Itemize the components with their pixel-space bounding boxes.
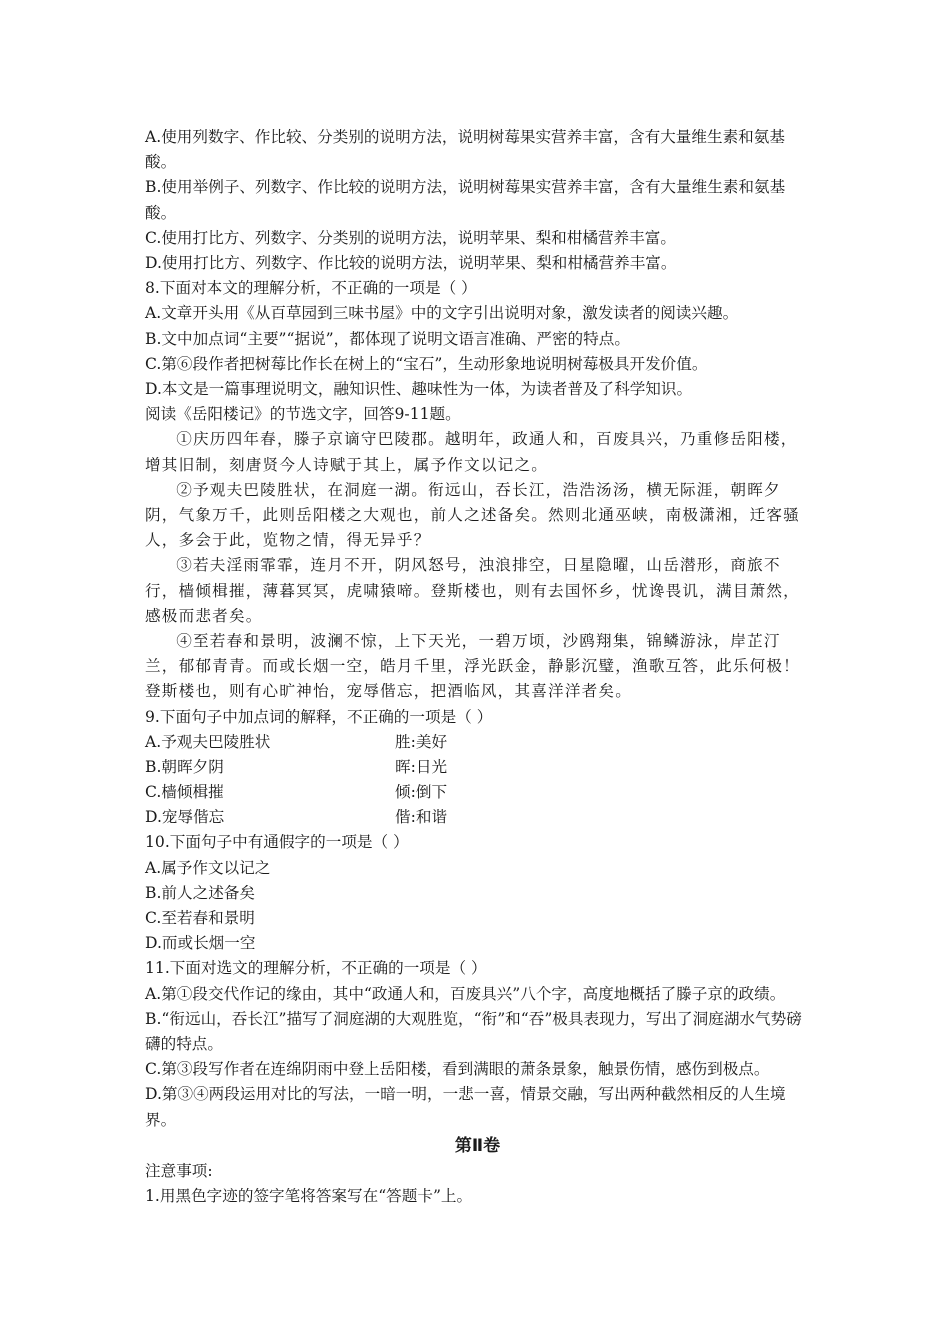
q9-option-gloss: 胜:美好	[395, 732, 448, 751]
q8-option-c: C.第⑥段作者把树莓比作长在树上的“宝石”，生动形象地说明树莓极具开发价值。	[145, 354, 708, 373]
q8-option-a: A.文章开头用《从百草园到三味书屋》中的文字引出说明对象，激发读者的阅读兴趣。	[145, 304, 739, 323]
q8-option-d: D.本文是一篇事理说明文，融知识性、趣味性为一体，为读者普及了科学知识。	[145, 379, 693, 398]
q11-option-d: D.第③④两段运用对比的写法，一暗一明，一悲一喜，情景交融，写出两种截然相反的人生境界。	[145, 1085, 786, 1129]
passage-paragraph: ②予观夫巴陵胜状，在洞庭一湖。衔远山，吞长江，浩浩汤汤，横无际涯，朝晖夕阴，气象万千，此则岳阳楼之大观也，前人之述备矣。然则北通巫峡，南极潇湘，迁客骚人，多会于此，览物之情，得无异乎？	[145, 480, 800, 550]
q7-option-d: D.使用打比方、列数字、作比较的说明方法，说明苹果、梨和柑橘营养丰富。	[145, 254, 677, 272]
q9-option-sentence: C.樯倾楫摧	[145, 783, 224, 802]
passage-paragraph: ④至若春和景明，波澜不惊，上下天光，一碧万顷，沙鸥翔集，锦鳞游泳，岸芷汀兰，郁郁青青。而或长烟一空，皓月千里，浮光跃金，静影沉璧，渔歌互答，此乐何极！登斯楼也，则有心旷神怡，宠辱偕忘，把酒临风，其喜洋洋者矣。	[145, 631, 800, 701]
q7-options	[145, 125, 810, 276]
notice-item: 1.用黑色字迹的签字笔将答案写在“答题卡”上。	[145, 1187, 473, 1206]
q10-option-b: B.前人之述备矣	[145, 883, 255, 902]
q8-stem: 8.下面对本文的理解分析，不正确的一项是（ ）	[145, 279, 477, 298]
q9-option-d	[145, 805, 810, 830]
q9-stem: 9.下面句子中加点词的解释，不正确的一项是（ ）	[145, 707, 493, 726]
passage-paragraph: ①庆历四年春，滕子京谪守巴陵郡。越明年，政通人和，百废具兴，乃重修岳阳楼，增其旧制，刻唐贤今人诗赋于其上，属予作文以记之。	[145, 430, 798, 474]
q9-option-c	[145, 780, 810, 805]
q10-option-c: C.至若春和景明	[145, 909, 255, 928]
q9-option-gloss: 倾:倒下	[395, 783, 448, 802]
question-8	[145, 276, 810, 402]
reading-intro: 阅读《岳阳楼记》的节选文字，回答9-11题。	[145, 405, 461, 424]
q7-option-a: A.使用列数字、作比较、分类别的说明方法，说明树莓果实营养丰富，含有大量维生素和氨基酸。	[145, 128, 785, 172]
passage-paragraph: ③若夫淫雨霏霏，连月不开，阴风怒号，浊浪排空，日星隐曜，山岳潜形，商旅不行，樯倾楫摧，薄暮冥冥，虎啸猿啼。登斯楼也，则有去国怀乡，忧谗畏讥，满目萧然，感极而悲者矣。	[145, 556, 800, 625]
q11-option-b: B.“衔远山，吞长江”描写了洞庭湖的大观胜览，“衔”和“吞”极具表现力，写出了洞庭湖水气势磅礴的特点。	[145, 1009, 802, 1054]
notice-heading: 注意事项:	[145, 1162, 213, 1181]
q9-option-gloss: 偕:和谐	[395, 808, 448, 827]
q9-option-a	[145, 730, 810, 755]
q8-option-b: B.文中加点词“主要”“据说”，都体现了说明文语言准确、严密的特点。	[145, 329, 630, 348]
q11-option-a: A.第①段交代作记的缘由，其中“政通人和，百废具兴”八个字，高度地概括了滕子京的政绩。	[145, 984, 786, 1003]
q11-stem: 11.下面对选文的理解分析，不正确的一项是（ ）	[145, 959, 487, 978]
q7-option-b: B.使用举例子、列数字、作比较的说明方法，说明树莓果实营养丰富，含有大量维生素和氨基酸。	[145, 178, 786, 222]
q9-option-sentence: B.朝晖夕阴	[145, 757, 224, 776]
q9-option-gloss: 晖:日光	[395, 757, 448, 776]
question-9	[145, 705, 810, 831]
q11-option-c: C.第③段写作者在连绵阴雨中登上岳阳楼，看到满眼的萧条景象，触景伤情，感伤到极点。	[145, 1060, 770, 1079]
q10-option-d: D.而或长烟一空	[145, 934, 256, 953]
q9-option-b	[145, 755, 810, 780]
exam-page	[145, 125, 810, 1209]
passage	[145, 427, 810, 704]
question-10	[145, 830, 810, 956]
q7-option-c: C.使用打比方、列数字、分类别的说明方法，说明苹果、梨和柑橘营养丰富。	[145, 228, 676, 247]
question-11	[145, 956, 810, 1132]
q10-option-a: A.属予作文以记之	[145, 858, 271, 877]
q9-option-sentence: A.予观夫巴陵胜状	[145, 732, 271, 751]
q9-option-sentence: D.宠辱偕忘	[145, 808, 225, 827]
section-title: 第Ⅱ卷	[454, 1135, 501, 1156]
q10-stem: 10.下面句子中有通假字的一项是（ ）	[145, 833, 409, 852]
